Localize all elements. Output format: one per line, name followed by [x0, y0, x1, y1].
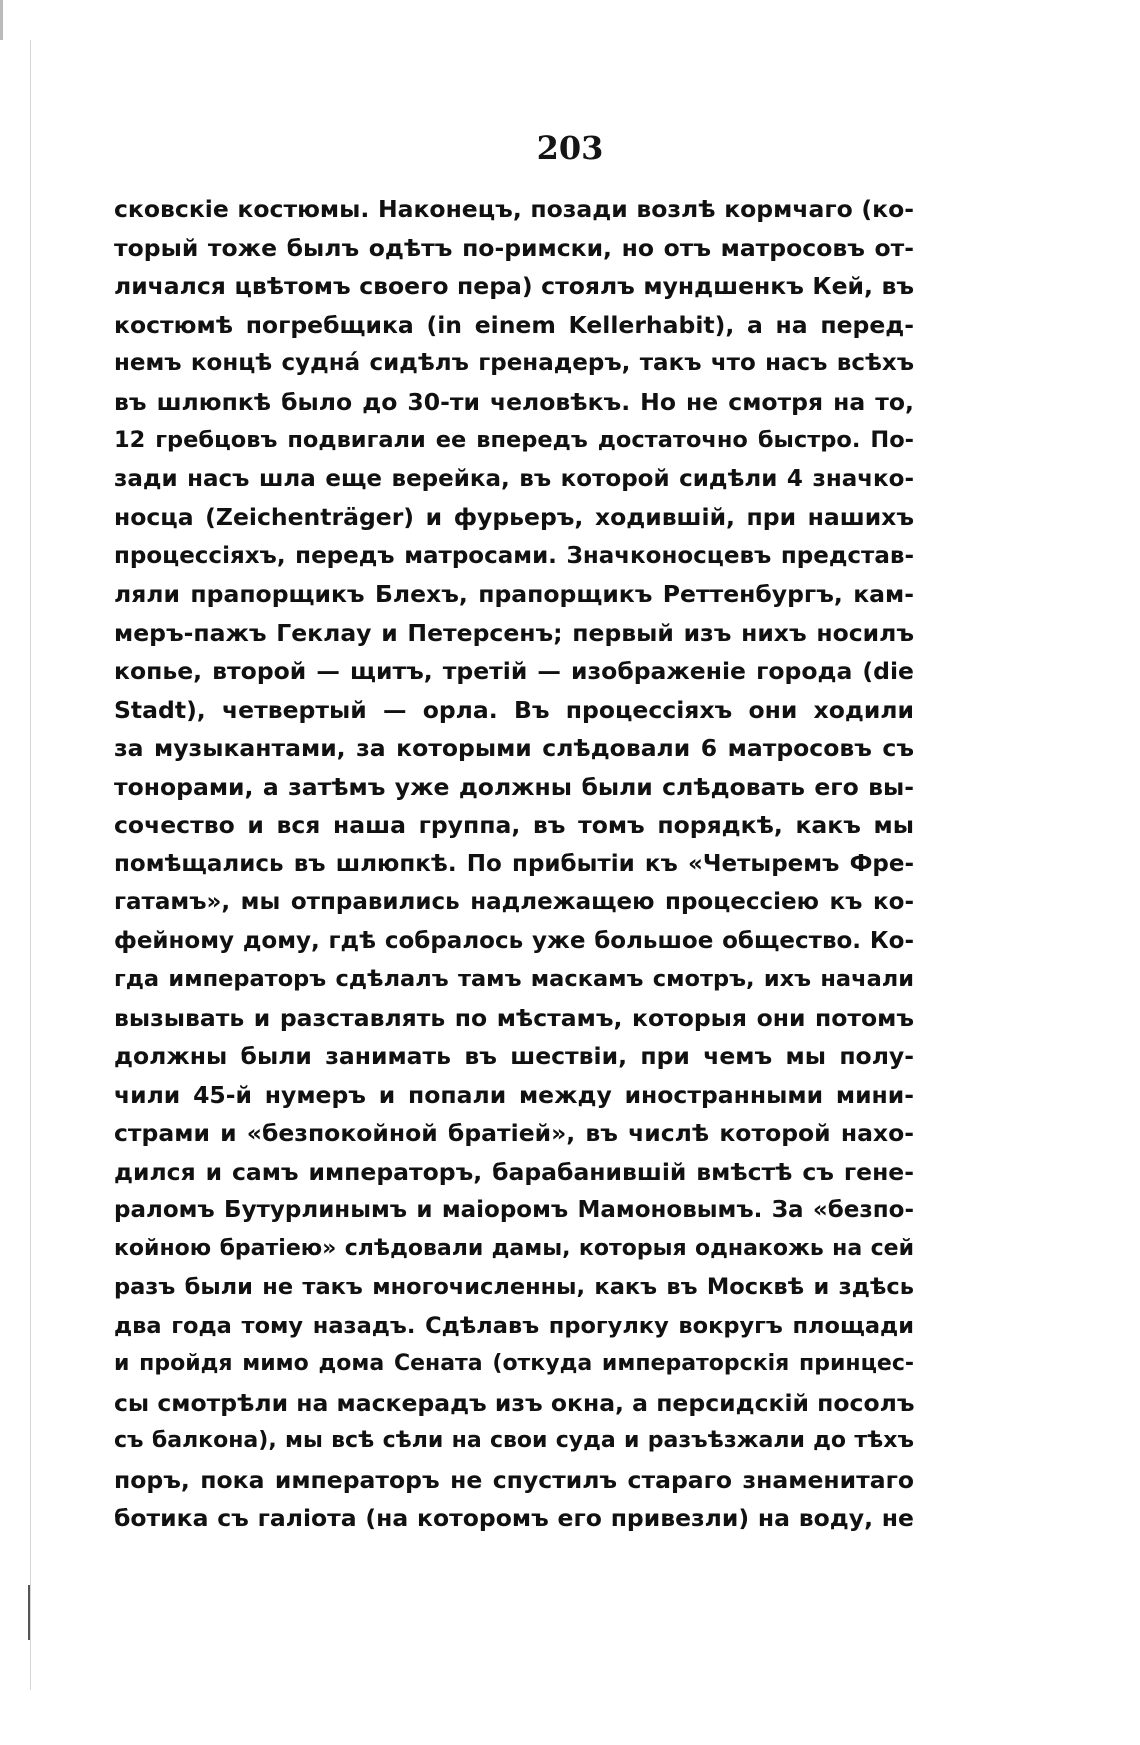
text-line: процессіяхъ, передъ матросами. Значконосцевъ представ-	[114, 542, 914, 569]
text-line: два года тому назадъ. Сдѣлавъ прогулку вокругъ площади	[114, 1312, 914, 1339]
text-line: разъ были не такъ многочисленны, какъ въ Москвѣ и здѣсь	[114, 1274, 914, 1300]
text-line: личался цвѣтомъ своего пера) стоялъ мундшенкъ Кей, въ	[114, 272, 914, 300]
text-line: гда императоръ сдѣлалъ тамъ маскамъ смотръ, ихъ начали	[114, 966, 914, 992]
text-line: ботика съ галіота (на которомъ его привезли) на воду, не	[114, 1504, 914, 1532]
text-line: костюмѣ погребщика (in einem Kellerhabit), а на перед-	[114, 310, 914, 339]
text-line: помѣщались въ шлюпкѣ. По прибытіи къ «Четыремъ Фре-	[114, 850, 914, 877]
text-line: поръ, пока императоръ не спустилъ стараго знаменитаго	[114, 1465, 914, 1494]
text-line: раломъ Бутурлинымъ и маіоромъ Мамоновымъ. За «безпо-	[114, 1197, 914, 1223]
text-line: зади насъ шла еще верейка, въ которой сидѣли 4 значко-	[114, 465, 914, 492]
text-line: сочество и вся наша группа, въ томъ порядкѣ, какъ мы	[114, 811, 914, 839]
text-line: сы смотрѣли на маскерадъ изъ окна, а персидскій посолъ	[114, 1388, 914, 1417]
text-line: и пройдя мимо дома Сената (откуда императорскія принцес-	[114, 1351, 914, 1376]
text-line: носца (Zeichenträger) и фурьеръ, ходившій, при нашихъ	[114, 503, 914, 531]
text-line: Stadt), четвертый — орла. Въ процессіяхъ они ходили	[114, 695, 914, 724]
text-line: гатамъ», мы отправились надлежащею процессіею къ ко-	[114, 889, 914, 915]
text-line: ляли прапорщикъ Блехъ, прапорщикъ Реттенбургъ, кам-	[114, 580, 914, 608]
text-line: тонорами, а затѣмъ уже должны были слѣдовать его вы-	[114, 772, 914, 801]
scan-margin-mark	[28, 1585, 30, 1640]
text-line: страми и «безпокойной братіей», въ числѣ которой нахо-	[114, 1119, 914, 1147]
text-line: койною братіею» слѣдовали дамы, которыя однакожь на сей	[114, 1235, 914, 1261]
text-line: меръ-пажъ Геклау и Петерсенъ; первый изъ нихъ носилъ	[114, 618, 914, 647]
text-line: вызывать и разставлять по мѣстамъ, которыя они потомъ	[114, 1003, 914, 1032]
text-line: копье, второй — щитъ, третій — изображеніе города (die	[114, 657, 914, 685]
scan-corner-mark	[0, 0, 3, 40]
text-line: сковскіе костюмы. Наконецъ, позади возлѣ кормчаго (ко-	[114, 195, 914, 223]
body-text	[114, 190, 914, 1538]
page-number: 203	[536, 129, 604, 167]
text-line: дился и самъ императоръ, барабанившій вмѣстѣ съ гене-	[114, 1157, 914, 1186]
text-line: 12 гребцовъ подвигали ее впередъ достаточно быстро. По-	[114, 427, 914, 453]
text-line: немъ концѣ судна́ сидѣлъ гренадеръ, такъ что насъ всѣхъ	[114, 350, 914, 376]
text-line: фейному дому, гдѣ собралось уже большое общество. Ко-	[114, 927, 914, 954]
text-line: за музыкантами, за которыми слѣдовали 6 матросовъ съ	[114, 734, 914, 762]
text-line: торый тоже былъ одѣтъ по-римски, но отъ матросовъ от-	[114, 233, 914, 262]
scan-edge-line	[30, 40, 31, 1690]
text-line: должны были занимать въ шествіи, при чемъ мы полу-	[114, 1042, 914, 1070]
text-line: съ балкона), мы всѣ сѣли на свои суда и разъѣзжали до тѣхъ	[114, 1428, 914, 1453]
text-line: въ шлюпкѣ было до 30-ти человѣкъ. Но не смотря на то,	[114, 387, 914, 416]
text-line: чили 45-й нумеръ и попали между иностранными мини-	[114, 1080, 914, 1109]
